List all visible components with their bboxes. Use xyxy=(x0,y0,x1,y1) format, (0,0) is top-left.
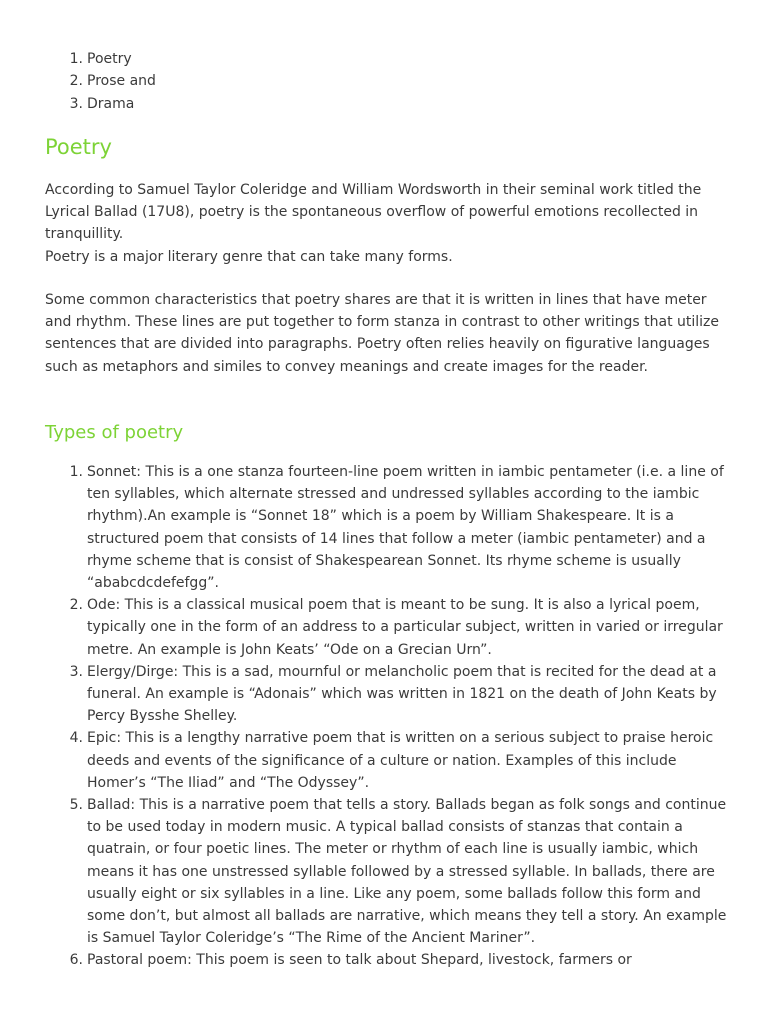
list-item: Drama xyxy=(87,95,135,112)
section-heading-types: Types of poetry xyxy=(45,422,184,443)
definition-text: According to Samuel Taylor Coleridge and William Wordsworth in their seminal work titled the Lyrical Ballad (17U8), poetry is the spontaneous overflow of powerful emotions recollected in tranquillity. xyxy=(45,182,702,243)
list-item: Poetry xyxy=(87,51,132,67)
list-item: Sonnet: This is a one stanza fourteen-line poem written in iambic pentameter (i.e. a line of ten syllables, which alternate stressed and undressed syllables according to the iambic rhythm).An example is “Sonnet 18” which is a poem by William Shakespeare. It is a structured poem that consists of 14 lines that follow a meter (iambic pentameter) and a rhyme scheme that is consist of Shakespearean Sonnet. Its rhyme scheme is usually “ababcdcdefefgg”. xyxy=(87,464,724,592)
list-item: Ballad: This is a narrative poem that tells a story. Ballads began as folk songs and continue to be used today in modern music. A typical ballad consists of stanzas that contain a quatrain, or four poetic lines. The meter or rhythm of each line is usually iambic, which means it has one unstressed syllable followed by a stressed syllable. In ballads, there are usually eight or six syllables in a line. Like any poem, some ballads follow this form and some don’t, but almost all ballads are narrative, which means they tell a story. An example is Samuel Taylor Coleridge’s “The Rime of the Ancient Mariner”. xyxy=(87,797,727,947)
section-heading-poetry: Poetry xyxy=(45,135,112,159)
genre-list xyxy=(87,48,156,115)
list-item: Prose and xyxy=(87,73,156,90)
paragraph-characteristics: Some common characteristics that poetry shares are that it is written in lines that have meter and rhythm. These lines are put together to form stanza in contrast to other writings that utilize sentences that are divided into paragraphs. Poetry often relies heavily on figurative languages such as metaphors and similes to convey meanings and create images for the reader. xyxy=(45,292,720,375)
poetry-types-list xyxy=(87,461,727,972)
list-item: Pastoral poem: This poem is seen to talk about Shepard, livestock, farmers or xyxy=(87,952,632,969)
list-item: Ode: This is a classical musical poem that is meant to be sung. It is also a lyrical poem, typically one in the form of an address to a particular subject, written in varied or irregular metre. An example is John Keats’ “Ode on a Grecian Urn”. xyxy=(87,597,723,658)
genre-text: Poetry is a major literary genre that can take many forms. xyxy=(45,248,453,265)
list-item: Elergy/Dirge: This is a sad, mournful or melancholic poem that is recited for the dead at a funeral. An example is “Adonais” which was written in 1821 on the death of John Keats by Percy Bysshe Shelley. xyxy=(87,663,717,725)
list-item: Epic: This is a lengthy narrative poem that is written on a serious subject to praise heroic deeds and events of the significance of a culture or nation. Examples of this include Homer’s “The Iliad” and “The Odyssey”. xyxy=(87,730,714,791)
paragraph-definition xyxy=(45,179,735,268)
